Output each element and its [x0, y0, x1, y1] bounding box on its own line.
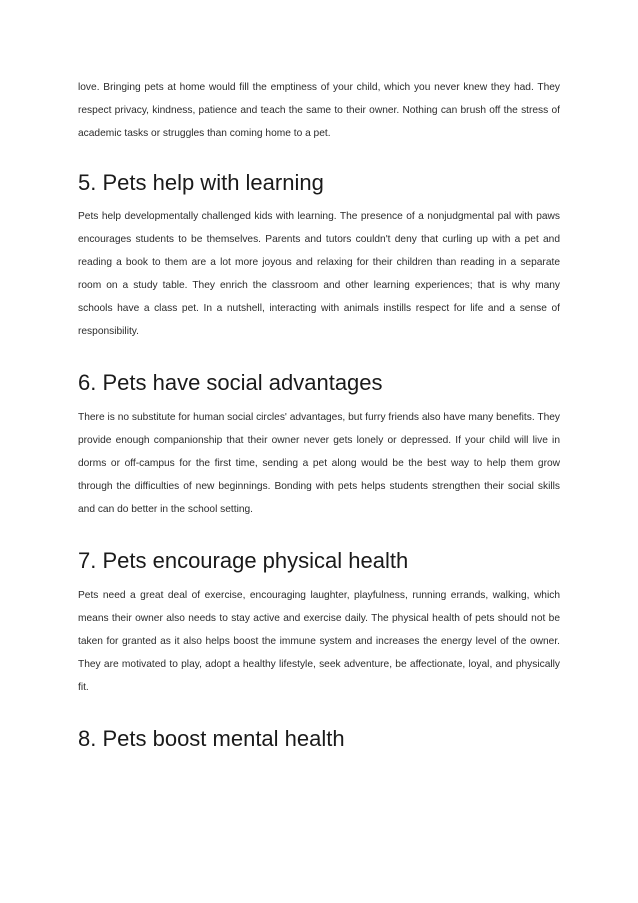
- section-body-learning: Pets help developmentally challenged kids with learning. The presence of a nonjudgmental pal with paws encourages students to be themselves. Parents and tutors couldn't deny that curling up with a pet and reading a book to them are a lot more joyous and relaxing for their children than reading in a separate room on a study table. They enrich the classroom and other learning experiences; that is why many schools have a class pet. In a nutshell, interacting with animals instills respect for life and a sense of responsibility.: [78, 211, 560, 337]
- section-body-social: There is no substitute for human social circles' advantages, but furry friends also have many benefits. They provide enough companionship that their owner never gets lonely or depressed. If your child will live in dorms or off-campus for the first time, sending a pet along would be the best way to help them grow through the difficulties of new beginnings. Bonding with pets helps students strengthen their social skills and can do better in the school setting.: [78, 412, 560, 515]
- section-heading-social: 6. Pets have social advantages: [78, 370, 383, 395]
- section-heading-physical: 7. Pets encourage physical health: [78, 548, 409, 573]
- intro-paragraph: love. Bringing pets at home would fill the emptiness of your child, which you never knew they had. They respect privacy, kindness, patience and teach the same to their owner. Nothing can brush off the stress of academic tasks or struggles than coming home to a pet.: [78, 82, 560, 139]
- section-body-physical: Pets need a great deal of exercise, encouraging laughter, playfulness, running errands, walking, which means their owner also needs to stay active and exercise daily. The physical health of pets should not be taken for granted as it also helps boost the immune system and increases the energy level of the owner. They are motivated to play, adopt a healthy lifestyle, seek adventure, be affectionate, loyal, and physically fit.: [78, 590, 560, 693]
- section-heading-learning: 5. Pets help with learning: [78, 170, 324, 195]
- section-heading-mental: 8. Pets boost mental health: [78, 726, 345, 751]
- document-page: [78, 76, 560, 754]
